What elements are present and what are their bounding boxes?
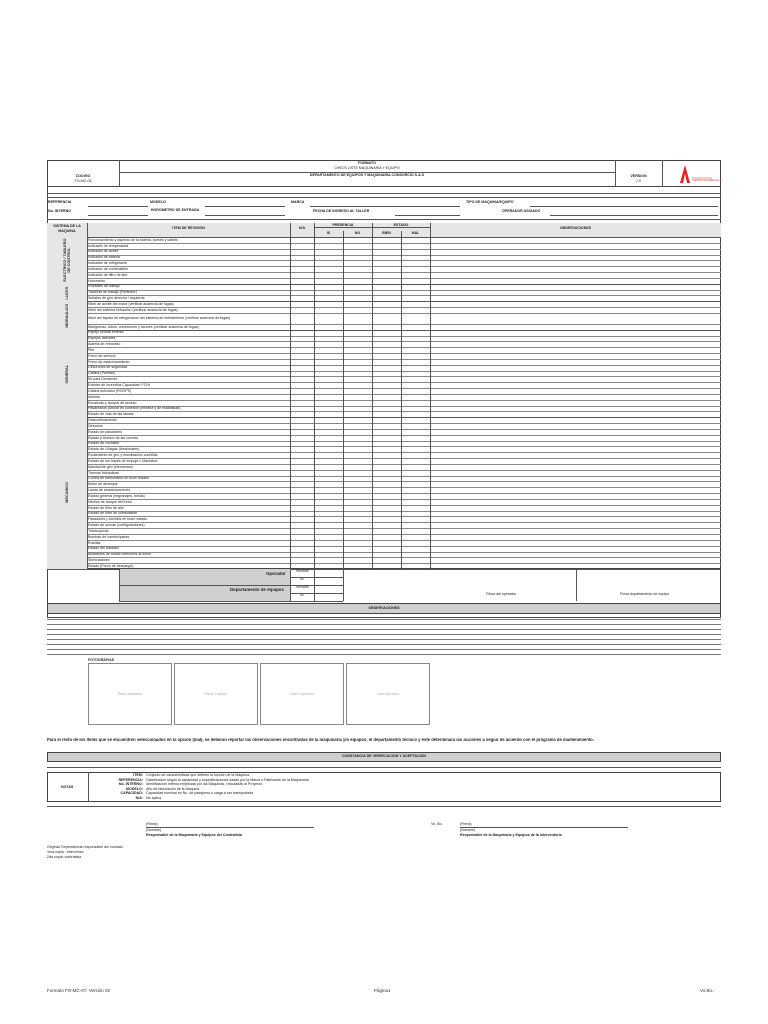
section-cell <box>47 237 87 284</box>
item-label: Estado de Uñagas (funcionales) <box>88 447 140 452</box>
nota-value: Clasificación según la capacidad y especificaciones dadas por la Marca o Fabricante de la Maquinaria <box>146 777 309 782</box>
marca-label: MARCA <box>291 200 305 204</box>
nota-value: Año de fabricación de la Máquina <box>146 786 200 791</box>
observacion-line[interactable] <box>47 629 721 630</box>
col-item: ITEM DE REVISION <box>172 226 205 230</box>
item-label: Alarma de retroceso <box>88 342 121 347</box>
item-label: Mangueras, tubos, conexiones y racores (verificar ausencia de fugas) <box>88 324 199 329</box>
item-label: Traseras de trabajo (Reflector) <box>88 290 137 295</box>
tipo-field[interactable] <box>530 206 718 207</box>
item-label: Estado de filtro de combustible <box>88 511 138 516</box>
codigo-label: CODIGO <box>75 174 91 178</box>
signoff-depto: Departamento de equipos <box>230 588 284 592</box>
logo-text: CONSTRUCCIONES S.A.S <box>692 179 722 182</box>
bien-cell[interactable] <box>372 313 401 324</box>
notice-text: Para el resto de los ítems que se encuentren seleccionados en la opción (mal), se deberan reportar las observaciones encontradas de la maquinaria y/o equipos; el departamento tecnico y éste determinara las acciones a seguir de acuerdo con el programa de mantenimiento. <box>47 738 594 742</box>
item-label: Correa de transmision en buen estado <box>88 476 150 481</box>
observacion-line[interactable] <box>47 634 721 635</box>
col-mal: MAL <box>411 231 420 235</box>
copia-original: Original: Dependencia responsable del contrato <box>47 845 123 849</box>
item-label: Nivel del liquido de refrigeracion del sistema de enfriamiento (verificar ausencia de fugas) <box>88 316 231 321</box>
company-logo <box>668 162 722 185</box>
observacion-line[interactable] <box>47 619 721 620</box>
photo-left[interactable] <box>260 663 344 725</box>
item-label: Estado general (engranajes, bielas) <box>88 493 145 498</box>
item-label: Estado de orucas (configuraciones) <box>88 523 145 528</box>
version-label: VERSION <box>630 174 647 178</box>
item-label: Freno de servicio <box>88 353 116 358</box>
item-label: Estado de los frayes de empuje o Maniobra <box>88 458 158 463</box>
col-no: NO <box>354 231 361 235</box>
photo-front-label: Parte delantera <box>117 692 143 696</box>
item-label: Kit para Derrames <box>88 377 118 382</box>
item-label: Cinturones de seguridad <box>88 365 128 370</box>
item-label: Niveles de tanque del freno <box>88 499 132 504</box>
nota-value: Conjunto de caracteristicas que definen la funcion de la Maquina <box>146 773 250 777</box>
section-label: ELECTRICO / TABLERO DE CONTROL <box>63 238 71 282</box>
item-label: Nivel del sistema hidraulico (verificar ausencia de fugas) <box>88 307 178 312</box>
observacion-line[interactable] <box>47 644 721 645</box>
photo-rear[interactable] <box>174 663 258 725</box>
col-estado: ESTADO <box>393 223 409 227</box>
nota-value: No aplica <box>146 796 161 800</box>
item-label: Estado de vias de las llantas <box>88 412 134 417</box>
item-label: Bombas de cambio/pistas <box>88 534 130 539</box>
item-label: Estado de cuchillas <box>88 441 119 446</box>
section-cell <box>47 417 87 569</box>
item-label: Desconfinamiento <box>88 418 117 423</box>
section-label: GENERAL <box>65 364 69 383</box>
si-cell[interactable] <box>314 313 343 324</box>
marca-field[interactable] <box>310 206 460 207</box>
item-label: Aisladores de ruidos exteriores al motor <box>88 552 152 557</box>
item-label: Motor de arranque <box>88 482 118 487</box>
na-cell[interactable] <box>290 313 314 324</box>
footer-center: Página1 <box>374 988 391 993</box>
item-label: Indicador de filtro de aire <box>88 272 128 277</box>
item-label: Tuercas hidraulicas <box>88 470 120 475</box>
item-label: Cabina activador (ROOPS) <box>88 388 132 393</box>
item-label: Cabina (Puertas) <box>88 371 116 376</box>
photo-rear-label: Parte Trasera <box>205 692 227 696</box>
table-row <box>87 313 721 324</box>
item-label: Telescopicas <box>88 528 109 533</box>
interno-label: No. INTERNO <box>48 209 71 213</box>
photo-right-label: Lado Derecho <box>376 692 400 696</box>
col-observaciones: OBSERVACIONES <box>559 226 592 230</box>
fotografias-title: FOTOGRAFIAS <box>88 658 115 662</box>
col-sistema: SISTEMA DE LA MAQUINA <box>53 224 81 233</box>
item-label: Estado de pasadores <box>88 429 122 434</box>
firma-depto: Firma departamento de equipo <box>620 592 670 596</box>
item-label: Funcionamiento y aspecto de la bateria, bornes y cables <box>88 237 178 242</box>
responsable-contratista: Responsable de la Maquinaria y Equipos del Contratista <box>146 833 242 837</box>
no-cell[interactable] <box>343 313 372 324</box>
col-si: SI <box>326 231 331 235</box>
firma-interventoria-line[interactable] <box>460 827 628 828</box>
item-label: Extintor de incendios Capacidad: FCHI <box>88 383 150 387</box>
item-label: Nivel de aceite del motor (verificar ausencia de fugas) <box>88 301 174 306</box>
item-label: Direccion <box>88 423 103 428</box>
constancia-title: CONSTANCIA DE VERIFICACIÓN Y ACEPTACIÓN <box>342 754 426 758</box>
firma-operador: Firma del operador <box>486 592 517 596</box>
responsable-interventoria: Responsable de la Maquinaria y Equipos de la Interventoría <box>460 833 562 837</box>
item-label: Espejos laterales <box>88 336 116 341</box>
item-label: Asiento <box>88 394 100 399</box>
item-label: Indicador de refrigerante <box>88 261 128 266</box>
signoff-cc-2: cc <box>300 593 304 597</box>
codigo-value: FO-MC-05 <box>74 179 92 183</box>
item-label: Frontales de trabajo <box>88 284 120 289</box>
photo-front[interactable] <box>88 663 172 725</box>
signoff-operador: Operador <box>266 572 286 576</box>
item-label: Ruedas <box>88 540 101 545</box>
observacion-line[interactable] <box>47 639 721 640</box>
form-subtitle: CHECK LISTE MAQUINARIA Y EQUIPO <box>334 166 400 170</box>
vobo-label: Vo. Bo. <box>431 822 443 826</box>
item-label: Escaleras y apoyos de acceso <box>88 400 137 405</box>
col-presencia: PRESENCIA <box>332 223 354 227</box>
item-label: Estado del bastidor <box>88 546 119 551</box>
form-label: FORMATO <box>358 161 376 165</box>
item-label: Horometro <box>88 278 105 283</box>
item-label: Pasadores y tornillos en buen estado <box>88 517 148 522</box>
nota-key: N/A: <box>135 796 143 800</box>
fecha-label: FECHA DE INGRESO AL TALLER <box>313 209 370 213</box>
horometro-label: HOROMETRO DE ENTRADA <box>150 208 200 212</box>
nombre-contratista: (Nombre) <box>146 828 162 832</box>
section-label: HIDRAULICO <box>65 303 69 328</box>
fecha-field[interactable] <box>395 215 460 216</box>
item-label: Estado de filtro de aire <box>88 505 124 510</box>
col-bien: BIEN <box>382 231 391 235</box>
operador-field[interactable] <box>550 215 718 216</box>
item-label: Rodamiento de giro y movilizacion cuchillas <box>88 453 158 458</box>
nota-key: CAPACIDAD: <box>120 791 143 796</box>
item-label: Indicador de bateria <box>88 255 120 260</box>
referencia-field[interactable] <box>88 206 148 207</box>
nota-value: Identificación interna empleada por las Máquinas, vinculadas al Proyecto <box>146 782 263 787</box>
observaciones-title: OBSERVACIONES <box>368 606 400 610</box>
copia-interventor: 1era copia : interventor <box>47 850 84 854</box>
col-na: N/A <box>298 226 306 230</box>
item-label: Mandos/de giro (elementos) <box>88 464 133 469</box>
observacion-line[interactable] <box>47 654 721 655</box>
section-cell <box>47 284 87 302</box>
nota-key: MODELO: <box>126 786 143 791</box>
photo-right[interactable] <box>346 663 430 725</box>
copia-contratista: 2da copia: contratista <box>47 855 82 859</box>
footer-left: Formato FO-MC-07. Versión 02 <box>47 988 111 993</box>
signoff-nombre-1: Nombre <box>296 569 309 573</box>
item-label: Pasamanos (ubicar en conexion primaria y de estabilidad) <box>88 406 181 411</box>
referencia-label: REFERENCIA <box>48 200 72 204</box>
signoff-cc-1: cc <box>300 577 304 581</box>
tipo-label: TIPO DE MAQUINA/EQUIPO <box>466 200 514 204</box>
interno-field[interactable] <box>88 215 148 216</box>
item-label: Pito <box>88 347 95 352</box>
nota-value: Capacidad nominal en No. de pasajeros o carga a ser transportada <box>146 791 254 796</box>
item-label: Indicador de temperatura <box>88 243 129 248</box>
section-label: LUCES <box>65 285 69 299</box>
observacion-line[interactable] <box>47 649 721 650</box>
section-cell <box>47 330 87 418</box>
item-label: Estado (Freno de descarga) <box>88 563 133 568</box>
operador-label: OPERADOR ASIGADO <box>502 209 541 213</box>
modelo-label: MODELO <box>150 200 166 204</box>
nota-key: No. INTERNO: <box>118 782 143 787</box>
nombre-interventoria: (Nombre) <box>460 828 476 832</box>
item-label: Espejo central exterior <box>88 330 124 335</box>
observacion-cell[interactable] <box>430 313 721 324</box>
item-label: Freno de estacionamiento <box>88 359 130 364</box>
firma-interventoria: (Firma) <box>460 822 472 826</box>
nota-key: ITEM: <box>133 773 143 777</box>
footer-right: Vo.Bo.: <box>700 988 715 993</box>
section-cell <box>47 301 87 330</box>
item-label: Indicador de combustible <box>88 266 128 271</box>
signoff-nombre-2: Nombre <box>296 585 309 589</box>
item-label: Indicador de aceite <box>88 249 119 254</box>
photo-left-label: Lado Izquierdo <box>290 692 314 696</box>
nota-key: REFERENCIA: <box>118 777 143 782</box>
notas-label: NOTAS <box>61 785 74 789</box>
item-label: Llanta de estacionamiento <box>88 488 130 493</box>
item-label: Señales de giro derecha / izquierda <box>88 296 145 301</box>
item-label: Silenciadores <box>88 558 110 563</box>
modelo-field[interactable] <box>205 206 285 207</box>
firma-contratista: (Firma) <box>146 822 158 826</box>
section-label: MECANICO <box>65 482 69 504</box>
mal-cell[interactable] <box>401 313 430 324</box>
form-title: DEPARTAMENTO DE EQUIPOS Y MAQUINARIA CONSORCIO S.A.S <box>309 173 425 177</box>
observacion-line[interactable] <box>47 624 721 625</box>
version-value: 1.0 <box>636 179 641 183</box>
firma-contratista-line[interactable] <box>146 827 314 828</box>
item-label: Estado y tension de las correas <box>88 435 139 440</box>
horometro-field[interactable] <box>205 215 285 216</box>
